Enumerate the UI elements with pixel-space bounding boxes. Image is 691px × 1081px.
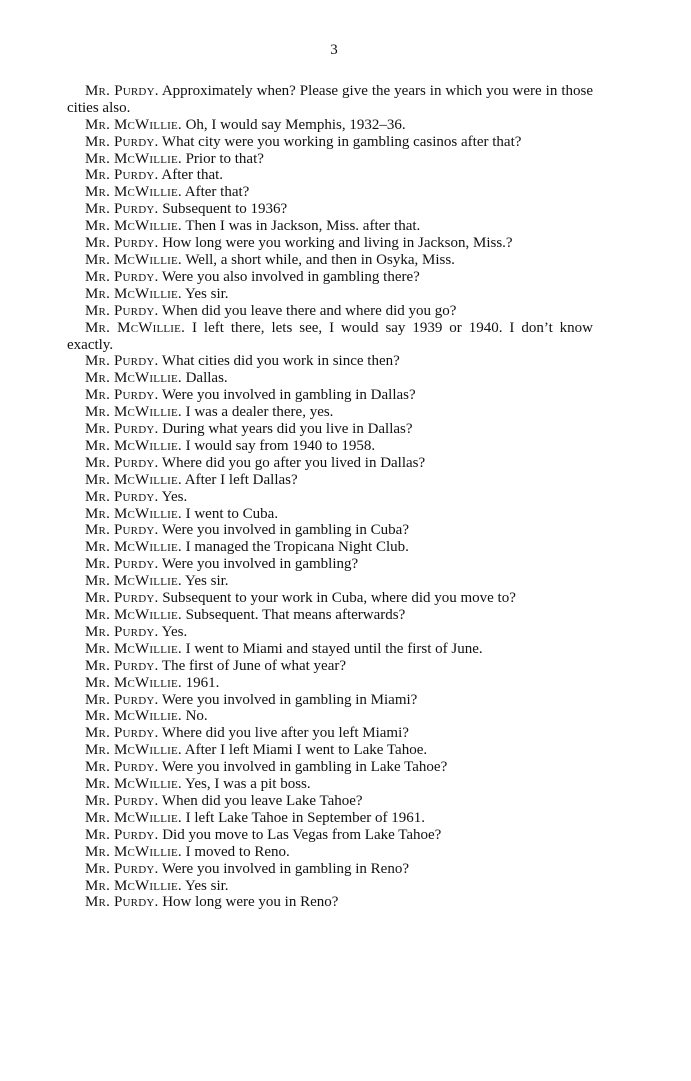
transcript-line: [67, 167, 593, 184]
transcript-line: [67, 692, 593, 709]
speaker-label: Mr. McWillie.: [85, 150, 182, 167]
transcript-line: [67, 793, 593, 810]
transcript-line: [67, 844, 593, 861]
speaker-label: Mr. McWillie.: [85, 742, 182, 759]
speaker-label: Mr. McWillie.: [85, 573, 182, 590]
spoken-text: How long were you working and living in Jackson, Miss.?: [162, 235, 513, 252]
transcript-line: [67, 83, 593, 117]
transcript-line: [67, 218, 593, 235]
spoken-text: How long were you in Reno?: [162, 894, 339, 911]
spoken-text: After that.: [161, 167, 224, 184]
speaker-label: Mr. McWillie.: [85, 116, 182, 133]
transcript-line: [67, 438, 593, 455]
speaker-label: Mr. McWillie.: [85, 251, 182, 268]
speaker-label: Mr. Purdy.: [85, 657, 159, 674]
speaker-label: Mr. Purdy.: [85, 691, 159, 708]
spoken-text: Subsequent to your work in Cuba, where did you move to?: [162, 590, 516, 607]
spoken-text: Subsequent to 1936?: [162, 201, 288, 218]
transcript-line: [67, 506, 593, 523]
speaker-label: Mr. Purdy.: [85, 353, 159, 370]
transcript-line: [67, 472, 593, 489]
speaker-label: Mr. Purdy.: [85, 268, 159, 285]
transcript-line: [67, 708, 593, 725]
transcript-line: [67, 353, 593, 370]
spoken-text: When did you leave Lake Tahoe?: [161, 792, 363, 809]
speaker-label: Mr. McWillie.: [85, 471, 182, 488]
spoken-text: Subsequent. That means afterwards?: [185, 607, 406, 623]
speaker-label: Mr. McWillie.: [85, 607, 182, 623]
transcript-line: [67, 776, 593, 793]
transcript-line: [67, 894, 593, 911]
spoken-text: Did you move to Las Vegas from Lake Tahoe?: [162, 826, 442, 843]
transcript-line: [67, 117, 593, 134]
spoken-text: Were you also involved in gambling there?: [161, 268, 420, 285]
spoken-text: Yes sir.: [185, 285, 229, 302]
spoken-text: Yes, I was a pit boss.: [185, 776, 311, 793]
transcript-page: [67, 42, 593, 911]
speaker-label: Mr. McWillie.: [85, 437, 182, 454]
spoken-text: Were you involved in gambling in Lake Tahoe?: [161, 759, 448, 776]
spoken-text: Were you involved in gambling in Dallas?: [161, 387, 416, 404]
speaker-label: Mr. Purdy.: [85, 454, 159, 471]
transcript-line: [67, 573, 593, 590]
spoken-text: Were you involved in gambling?: [161, 556, 359, 573]
transcript-line: [67, 201, 593, 218]
transcript-line: [67, 607, 593, 624]
speaker-label: Mr. Purdy.: [85, 623, 159, 640]
speaker-label: Mr. McWillie.: [85, 505, 182, 522]
transcript-line: [67, 624, 593, 641]
transcript-line: [67, 455, 593, 472]
transcript-line: [67, 235, 593, 252]
spoken-text: Dallas.: [185, 370, 228, 387]
spoken-text: No.: [185, 708, 208, 725]
spoken-text: Were you involved in gambling in Reno?: [161, 860, 409, 877]
spoken-text: I left there, lets see, I would say 1939 or 1940. I don’t know exactly.: [67, 319, 594, 353]
spoken-text: Prior to that?: [185, 150, 264, 167]
speaker-label: Mr. McWillie.: [85, 708, 182, 725]
transcript-line: [67, 404, 593, 421]
spoken-text: I moved to Reno.: [185, 843, 290, 860]
speaker-label: Mr. Purdy.: [85, 792, 159, 809]
spoken-text: During what years did you live in Dallas?: [162, 421, 413, 438]
speaker-label: Mr. Purdy.: [85, 201, 159, 218]
speaker-label: Mr. McWillie.: [85, 674, 182, 691]
spoken-text: Oh, I would say Memphis, 1932–36.: [185, 116, 406, 133]
spoken-text: What cities did you work in since then?: [161, 353, 400, 370]
page-number: 3: [330, 42, 338, 58]
transcript-line: [67, 489, 593, 506]
transcript-line: [67, 725, 593, 742]
speaker-label: Mr. Purdy.: [85, 522, 159, 539]
transcript-line: [67, 303, 593, 320]
speaker-label: Mr. Purdy.: [85, 894, 159, 911]
speaker-label: Mr. McWillie.: [85, 404, 182, 421]
spoken-text: Well, a short while, and then in Osyka, Miss.: [185, 251, 455, 268]
transcript-line: [67, 742, 593, 759]
speaker-label: Mr. Purdy.: [85, 421, 159, 438]
speaker-label: Mr. McWillie.: [85, 370, 182, 387]
spoken-text: Were you involved in gambling in Miami?: [161, 691, 418, 708]
transcript-line: [67, 184, 593, 201]
spoken-text: Where did you live after you left Miami?: [161, 725, 409, 742]
speaker-label: Mr. McWillie.: [85, 640, 182, 657]
speaker-label: Mr. McWillie.: [85, 218, 182, 235]
transcript-line: [67, 556, 593, 573]
speaker-label: Mr. Purdy.: [85, 302, 159, 319]
speaker-label: Mr. Purdy.: [85, 725, 159, 742]
spoken-text: Where did you go after you lived in Dallas?: [161, 454, 426, 471]
transcript-line: [67, 421, 593, 438]
speaker-label: Mr. McWillie.: [85, 319, 186, 336]
transcript-body: [67, 83, 593, 911]
speaker-label: Mr. Purdy.: [85, 167, 159, 184]
speaker-label: Mr. McWillie.: [85, 776, 182, 793]
speaker-label: Mr. McWillie.: [85, 285, 182, 302]
transcript-line: [67, 134, 593, 151]
transcript-line: [67, 269, 593, 286]
transcript-line: [67, 641, 593, 658]
transcript-line: [67, 658, 593, 675]
speaker-label: Mr. Purdy.: [85, 556, 159, 573]
transcript-line: [67, 539, 593, 556]
transcript-line: [67, 320, 593, 354]
transcript-line: [67, 151, 593, 168]
spoken-text: I was a dealer there, yes.: [185, 404, 334, 421]
spoken-text: Yes.: [161, 488, 188, 505]
speaker-label: Mr. Purdy.: [85, 590, 159, 607]
spoken-text: After I left Miami I went to Lake Tahoe.: [184, 742, 428, 759]
spoken-text: 1961.: [185, 674, 220, 691]
speaker-label: Mr. Purdy.: [85, 759, 159, 776]
transcript-line: [67, 252, 593, 269]
spoken-text: I went to Cuba.: [185, 505, 279, 522]
transcript-line: [67, 675, 593, 692]
spoken-text: I went to Miami and stayed until the first of June.: [185, 640, 483, 657]
speaker-label: Mr. Purdy.: [85, 235, 159, 252]
speaker-label: Mr. McWillie.: [85, 539, 182, 556]
spoken-text: I left Lake Tahoe in September of 1961.: [185, 809, 426, 826]
spoken-text: The first of June of what year?: [161, 657, 347, 674]
transcript-line: [67, 286, 593, 303]
transcript-line: [67, 370, 593, 387]
transcript-line: [67, 861, 593, 878]
transcript-line: [67, 590, 593, 607]
spoken-text: I would say from 1940 to 1958.: [185, 437, 376, 454]
speaker-label: Mr. Purdy.: [85, 387, 159, 404]
transcript-line: [67, 827, 593, 844]
speaker-label: Mr. McWillie.: [85, 843, 182, 860]
spoken-text: Were you involved in gambling in Cuba?: [161, 522, 409, 539]
speaker-label: Mr. McWillie.: [85, 877, 182, 894]
spoken-text: I managed the Tropicana Night Club.: [185, 539, 409, 556]
spoken-text: Yes.: [161, 623, 188, 640]
speaker-label: Mr. McWillie.: [85, 184, 182, 201]
transcript-line: [67, 759, 593, 776]
speaker-label: Mr. Purdy.: [85, 133, 159, 150]
speaker-label: Mr. Purdy.: [85, 82, 159, 99]
transcript-line: [67, 522, 593, 539]
spoken-text: Yes sir.: [185, 573, 229, 590]
speaker-label: Mr. McWillie.: [85, 809, 182, 826]
spoken-text: After that?: [184, 184, 250, 201]
transcript-line: [67, 878, 593, 895]
spoken-text: What city were you working in gambling casinos after that?: [161, 133, 522, 150]
spoken-text: When did you leave there and where did you go?: [161, 302, 457, 319]
transcript-line: [67, 387, 593, 404]
speaker-label: Mr. Purdy.: [85, 826, 159, 843]
transcript-line: [67, 810, 593, 827]
spoken-text: Approximately when? Please give the years in which you were in those cities also.: [67, 82, 593, 116]
spoken-text: After I left Dallas?: [184, 471, 298, 488]
speaker-label: Mr. Purdy.: [85, 860, 159, 877]
speaker-label: Mr. Purdy.: [85, 488, 159, 505]
spoken-text: Then I was in Jackson, Miss. after that.: [185, 218, 421, 235]
spoken-text: Yes sir.: [185, 877, 229, 894]
